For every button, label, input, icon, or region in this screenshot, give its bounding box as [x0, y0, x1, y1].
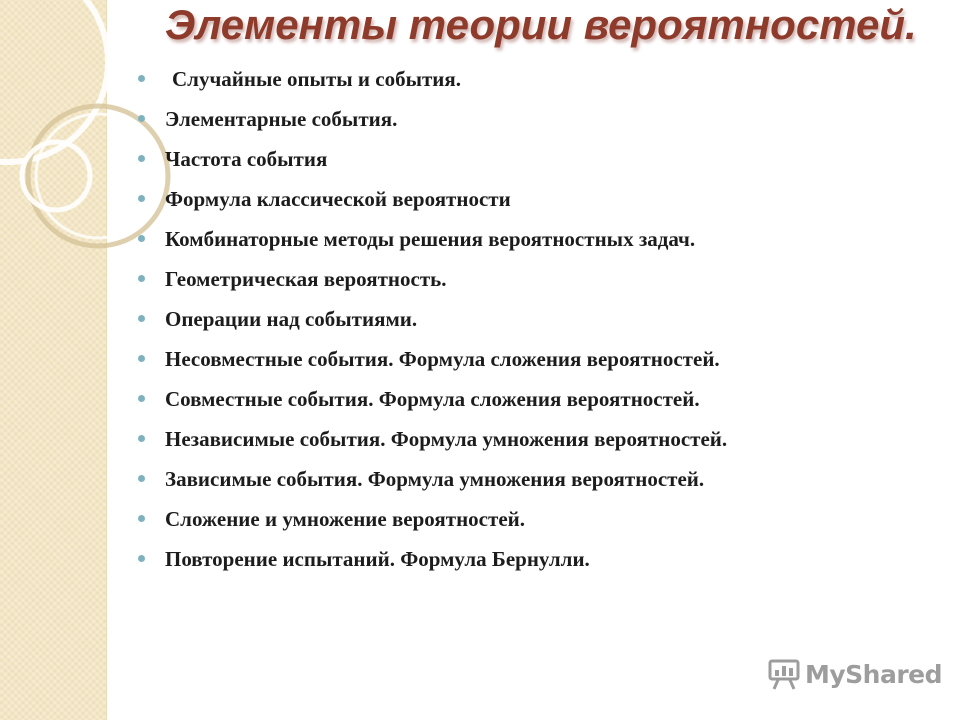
topic-item	[135, 419, 935, 459]
topic-item	[135, 299, 935, 339]
topic-list	[135, 59, 935, 579]
topic-item	[135, 179, 935, 219]
topic-item	[135, 219, 935, 259]
topic-item	[135, 499, 935, 539]
slide-title: Элементы теории вероятностей.	[165, 1, 917, 48]
bullet-icon	[138, 235, 145, 242]
bullet-icon	[138, 195, 145, 202]
bullet-icon	[138, 395, 145, 402]
watermark-text: MyShared	[805, 659, 943, 689]
bullet-icon	[138, 155, 145, 162]
topic-text: Повторение испытаний. Формула Бернулли.	[165, 547, 590, 571]
topic-item	[135, 459, 935, 499]
topic-text: Геометрическая вероятность.	[165, 267, 447, 291]
bullet-icon	[138, 315, 145, 322]
topic-item	[135, 139, 935, 179]
topic-text: Случайные опыты и события.	[172, 67, 462, 91]
topic-text: Формула классической вероятности	[165, 187, 511, 211]
topic-item	[135, 59, 935, 99]
bullet-icon	[138, 355, 145, 362]
topic-text: Элементарные события.	[165, 107, 398, 131]
watermark	[767, 656, 942, 692]
topic-text: Совместные события. Формула сложения вероятностей.	[165, 387, 700, 411]
topic-item	[135, 99, 935, 139]
topic-item	[135, 379, 935, 419]
topic-text: Операции над событиями.	[165, 307, 418, 331]
topic-text: Комбинаторные методы решения вероятностных задач.	[165, 227, 696, 251]
topic-item	[135, 259, 935, 299]
bullet-icon	[138, 515, 145, 522]
topic-text: Независимые события. Формула умножения вероятностей.	[165, 427, 728, 451]
topic-text: Несовместные события. Формула сложения вероятностей.	[165, 347, 720, 371]
bullet-icon	[138, 115, 145, 122]
topic-item	[135, 539, 935, 579]
topic-text: Частота события	[165, 147, 328, 171]
topic-text: Сложение и умножение вероятностей.	[165, 507, 525, 531]
presentation-board-icon	[767, 658, 801, 690]
bullet-icon	[138, 275, 145, 282]
decorative-side-panel	[0, 0, 107, 720]
topic-text: Зависимые события. Формула умножения вероятностей.	[165, 467, 705, 491]
topic-item	[135, 339, 935, 379]
bullet-icon	[138, 435, 145, 442]
bullet-icon	[138, 555, 145, 562]
bullet-icon	[138, 75, 145, 82]
bullet-icon	[138, 475, 145, 482]
